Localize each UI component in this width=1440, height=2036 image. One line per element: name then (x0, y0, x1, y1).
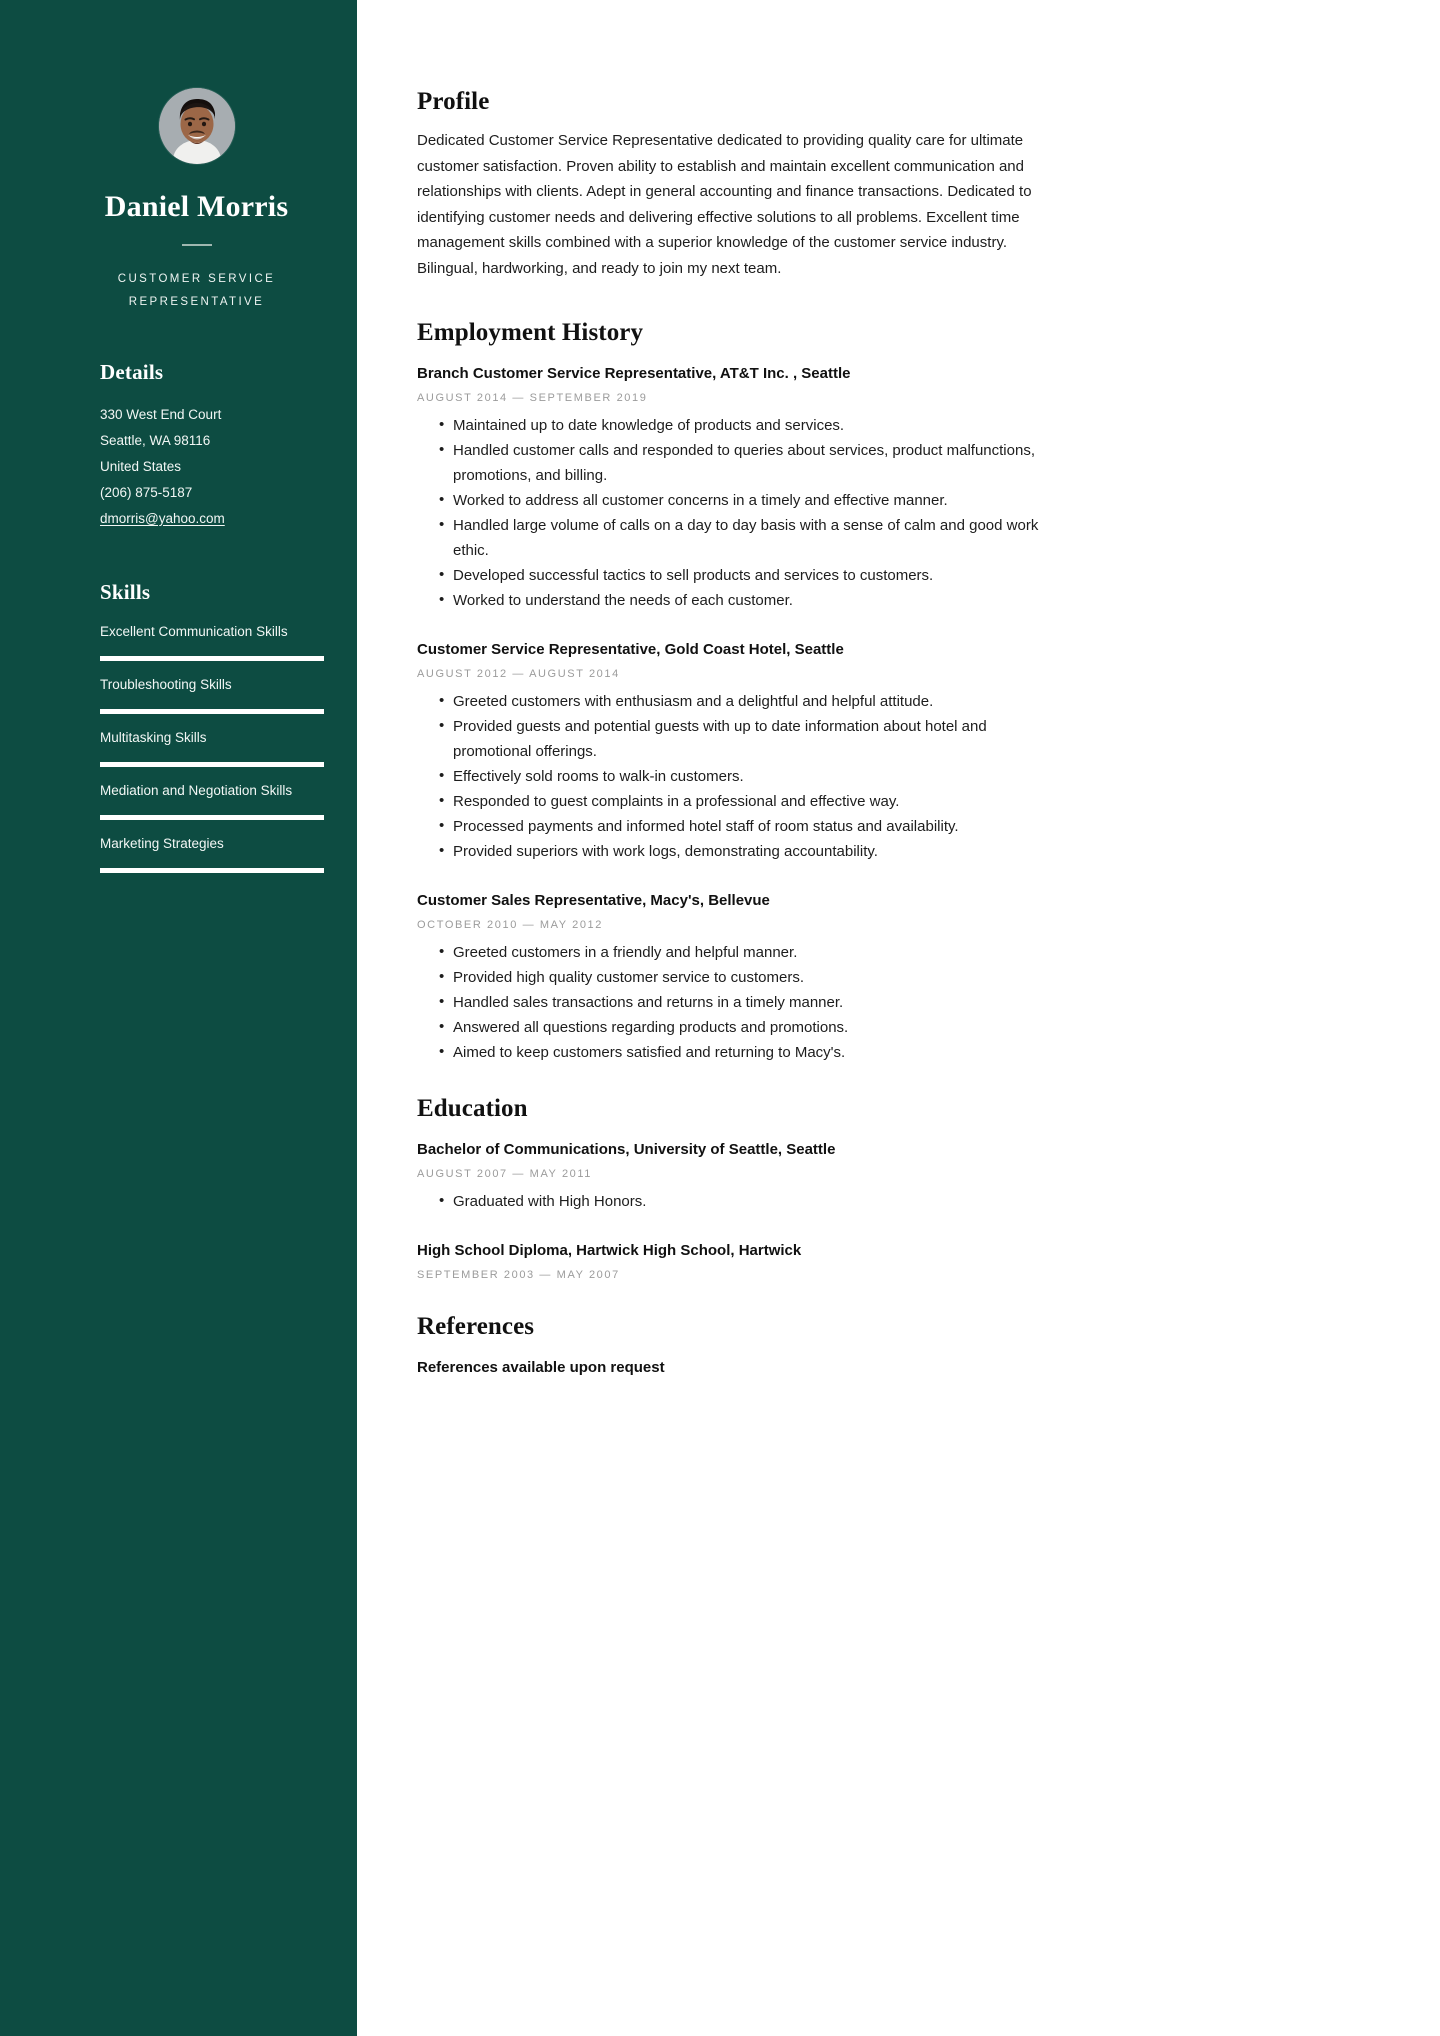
skill-label: Mediation and Negotiation Skills (100, 782, 293, 798)
name-divider (182, 244, 212, 246)
employment-history-section (417, 319, 1320, 1065)
entry-bullet-list (417, 1189, 1320, 1214)
skill-label: Multitasking Skills (100, 729, 207, 745)
entry-dates: AUGUST 2007 — MAY 2011 (417, 1168, 593, 1180)
entry-title: Bachelor of Communications, University of Seattle, Seattle (417, 1141, 836, 1158)
person-name: Daniel Morris (104, 190, 289, 223)
entry-bullet: • Responded to guest complaints in a professional and effective way. (417, 789, 1067, 814)
person-role: CUSTOMER SERVICE REPRESENTATIVE (117, 272, 276, 308)
entry-bullet: • Worked to understand the needs of each customer. (417, 588, 1067, 613)
entry-bullet: • Aimed to keep customers satisfied and returning to Macy's. (417, 1040, 1067, 1065)
entry-bullet: • Processed payments and informed hotel staff of room status and availability. (417, 814, 1067, 839)
entry-title: Customer Sales Representative, Macy's, Bellevue (417, 892, 770, 909)
profile-heading: Profile (417, 88, 490, 115)
entry-title: Branch Customer Service Representative, AT&T Inc. , Seattle (417, 365, 851, 382)
entry-bullet: • Provided guests and potential guests with up to date information about hotel and promotional offerings. (417, 714, 1067, 764)
entry-bullet: • Handled large volume of calls on a day to day basis with a sense of calm and good work ethic. (417, 513, 1067, 563)
skill-label: Marketing Strategies (100, 835, 224, 851)
skill-bar-fill (100, 868, 324, 873)
detail-country: United States (100, 458, 182, 474)
employment-entry (417, 363, 1320, 613)
references-section (417, 1313, 1320, 1379)
skill-bar-track (100, 762, 324, 767)
skill-item (100, 728, 293, 767)
details-section (100, 360, 293, 532)
detail-email-link[interactable]: dmorris@yahoo.com (100, 510, 225, 526)
entry-bullet: • Provided superiors with work logs, demonstrating accountability. (417, 839, 1067, 864)
employment-entry (417, 890, 1320, 1065)
education-heading: Education (417, 1095, 528, 1122)
entry-bullet: • Handled sales transactions and returns in a timely manner. (417, 990, 1067, 1015)
entry-bullet: • Handled customer calls and responded to queries about services, product malfunctions, promotions, and billing. (417, 438, 1067, 488)
education-entry (417, 1240, 1320, 1281)
entry-bullet: • Provided high quality customer service to customers. (417, 965, 1067, 990)
entry-bullet: • Maintained up to date knowledge of products and services. (417, 413, 1067, 438)
profile-section (417, 88, 1320, 281)
detail-address-line2: Seattle, WA 98116 (100, 432, 211, 448)
avatar (159, 88, 235, 164)
details-heading: Details (100, 359, 164, 384)
entry-dates: AUGUST 2014 — SEPTEMBER 2019 (417, 392, 648, 404)
profile-photo-icon (159, 88, 235, 164)
profile-text: Dedicated Customer Service Representative dedicated to providing quality care for ultimate customer satisfaction. Proven ability to establish and maintain excellent communication and relationships with clients. Adept in general accounting and finance transactions. Dedicated to identifying customer needs and delivering effective solutions to all problems. Excellent time management skills combined with a superior knowledge of the customer service industry. Bilingual, hardworking, and ready to join my next team. (417, 132, 1032, 277)
references-text: References available upon request (417, 1359, 665, 1376)
entry-title: High School Diploma, Hartwick High School, Hartwick (417, 1242, 802, 1259)
entry-bullet: • Answered all questions regarding products and promotions. (417, 1015, 1067, 1040)
entry-dates: AUGUST 2012 — AUGUST 2014 (417, 668, 620, 680)
references-heading: References (417, 1313, 535, 1340)
skills-heading: Skills (100, 579, 151, 604)
education-entry (417, 1139, 1320, 1214)
skill-label: Troubleshooting Skills (100, 676, 232, 692)
education-section (417, 1095, 1320, 1281)
avatar-wrapper (100, 88, 293, 164)
detail-phone[interactable]: (206) 875-5187 (100, 484, 193, 500)
entry-dates: SEPTEMBER 2003 — MAY 2007 (417, 1269, 620, 1281)
skill-item (100, 781, 293, 820)
skill-bar-fill (100, 762, 324, 767)
skill-bar-fill (100, 815, 324, 820)
main-content (357, 0, 1440, 2036)
skill-item (100, 675, 293, 714)
entry-bullet: • Worked to address all customer concerns in a timely and effective manner. (417, 488, 1067, 513)
entry-bullet: • Greeted customers in a friendly and helpful manner. (417, 940, 1067, 965)
skill-bar-track (100, 815, 324, 820)
skill-bar-fill (100, 656, 324, 661)
employment-entry (417, 639, 1320, 864)
entry-bullet: • Effectively sold rooms to walk-in customers. (417, 764, 1067, 789)
entry-bullet: • Graduated with High Honors. (417, 1189, 1067, 1214)
entry-bullet: • Greeted customers with enthusiasm and a delightful and helpful attitude. (417, 689, 1067, 714)
entry-dates: OCTOBER 2010 — MAY 2012 (417, 919, 603, 931)
employment-heading: Employment History (417, 319, 644, 346)
skill-bar-track (100, 868, 324, 873)
skills-section (100, 580, 293, 873)
skill-item (100, 834, 293, 873)
entry-title: Customer Service Representative, Gold Coast Hotel, Seattle (417, 641, 844, 658)
entry-bullet-list (417, 413, 1320, 613)
detail-address-line1: 330 West End Court (100, 406, 222, 422)
sidebar (0, 0, 357, 2036)
skill-label: Excellent Communication Skills (100, 623, 288, 639)
skill-bar-track (100, 656, 324, 661)
entry-bullet: • Developed successful tactics to sell products and services to customers. (417, 563, 1067, 588)
entry-bullet-list (417, 940, 1320, 1065)
entry-bullet-list (417, 689, 1320, 864)
skill-bar-fill (100, 709, 324, 714)
skill-bar-track (100, 709, 324, 714)
skill-item (100, 622, 293, 661)
